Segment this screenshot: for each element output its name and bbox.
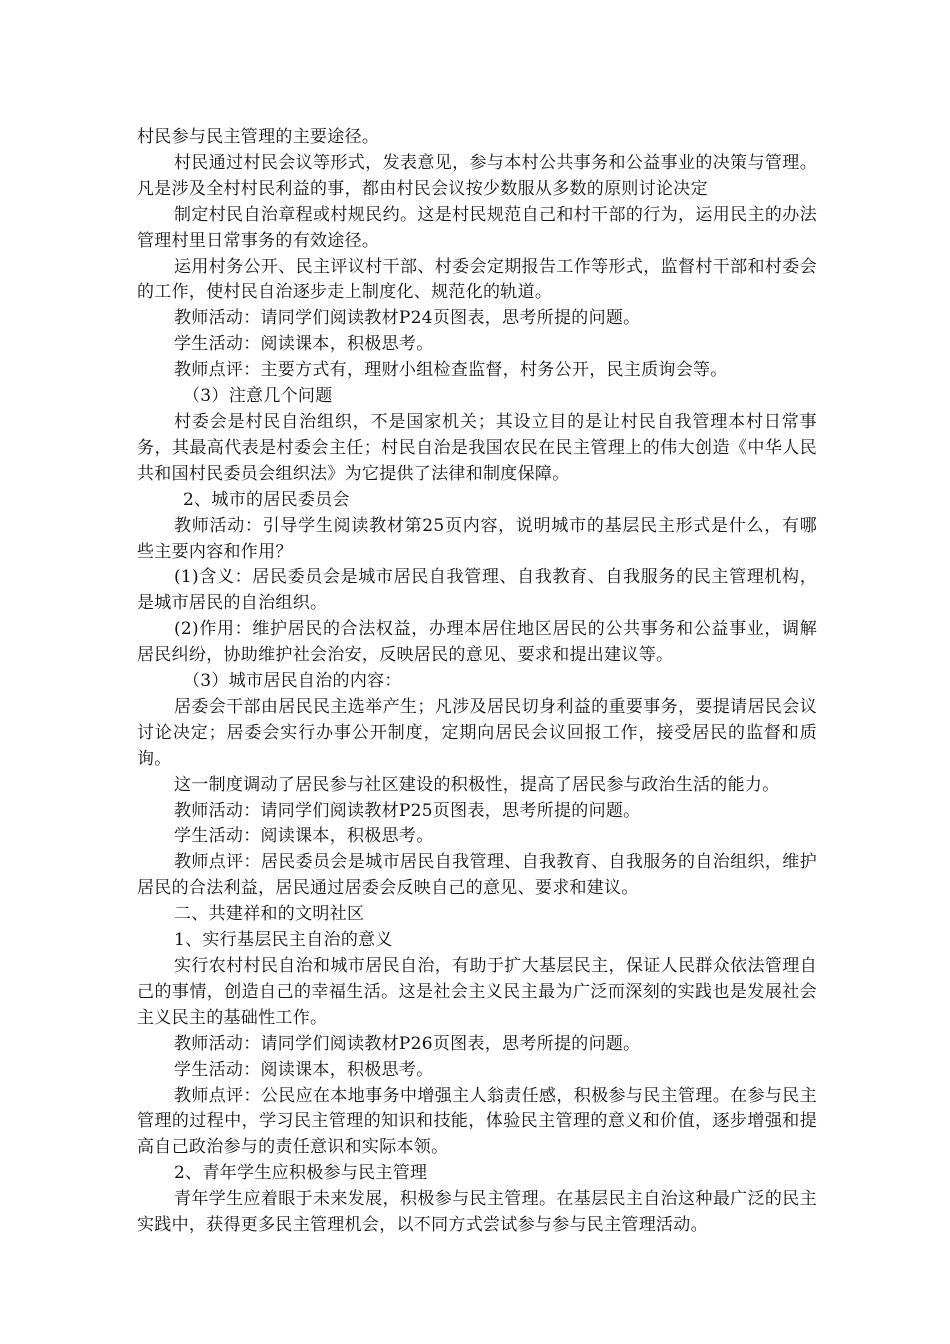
subheading: （3）注意几个问题 [183,386,333,407]
student-activity-text: 学生活动：阅读课本，积极思考。 [174,334,434,355]
teacher-comment-text: 教师点评：主要方式有，理财小组检查监督，村务公开，民主质询会等。 [174,360,728,381]
subheading: 2、城市的居民委员会 [183,489,350,510]
subheading: 2、青年学生应积极参与民主管理 [174,1163,428,1184]
teacher-activity-text: 教师活动：引导学生阅读教材第25页内容，说明城市的基层民主形式是什么，有哪些主要内容和作用？ [137,515,817,562]
paragraph: (2)作用：维护居民的合法权益，办理本居住地区居民的公共事务和公益事业，调解居民纠纷，协助维护社会治安，反映居民的意见、要求和提出建议等。 [137,619,817,666]
paragraph: 这一制度调动了居民参与社区建设的积极性，提高了居民参与政治生活的能力。 [174,774,780,795]
student-activity-text: 学生活动：阅读课本，积极思考。 [174,1059,434,1080]
paragraph: 村民参与民主管理的主要途径。 [137,127,380,147]
section-heading: 二、共建祥和的文明社区 [174,904,365,925]
teacher-activity-text: 教师活动：请同学们阅读教材P24页图表，思考所提的问题。 [174,308,641,329]
subheading: （3）城市居民自治的内容： [183,671,402,692]
document-body [137,125,817,1239]
subheading: 1、实行基层民主自治的意义 [174,930,393,951]
paragraph: 村委会是村民自治组织，不是国家机关；其设立目的是让村民自我管理本村日常事务，其最高代表是村委会主任；村民自治是我国农民在民主管理上的伟大创造《中华人民共和国村民委员会组织法》为它提供了法律和制度保障。 [137,411,817,484]
teacher-activity-text: 教师活动：请同学们阅读教材P26页图表，思考所提的问题。 [174,1033,641,1054]
paragraph: 制定村民自治章程或村规民约。这是村民规范自己和村干部的行为，运用民主的办法管理村里日常事务的有效途径。 [137,204,817,251]
teacher-comment-text: 教师点评：公民应在本地事务中增强主人翁责任感，积极参与民主管理。在参与民主管理的过程中，学习民主管理的知识和技能，体验民主管理的意义和价值，逐步增强和提高自己政治参与的责任意识和实际本领。 [137,1085,817,1158]
teacher-comment-text: 教师点评：居民委员会是城市居民自我管理、自我教育、自我服务的自治组织，维护居民的合法利益，居民通过居委会反映自己的意见、要求和建议。 [137,852,817,899]
paragraph: 青年学生应着眼于未来发展，积极参与民主管理。在基层民主自治这种最广泛的民主实践中，获得更多民主管理机会，以不同方式尝试参与参与民主管理活动。 [137,1189,817,1236]
paragraph: 居委会干部由居民民主选举产生；凡涉及居民切身利益的重要事务，要提请居民会议讨论决定；居委会实行办事公开制度，定期向居民会议回报工作，接受居民的监督和质询。 [137,696,817,769]
paragraph: 运用村务公开、民主评议村干部、村委会定期报告工作等形式，监督村干部和村委会的工作，使村民自治逐步走上制度化、规范化的轨道。 [137,256,817,303]
paragraph: 村民通过村民会议等形式，发表意见，参与本村公共事务和公益事业的决策与管理。凡是涉及全村村民利益的事，都由村民会议按少数服从多数的原则讨论决定 [137,152,817,199]
paragraph: 实行农村村民自治和城市居民自治，有助于扩大基层民主，保证人民群众依法管理自己的事情，创造自己的幸福生活。这是社会主义民主最为广泛而深刻的实践也是发展社会主义民主的基础性工作。 [137,956,817,1028]
student-activity-text: 学生活动：阅读课本，积极思考。 [174,826,434,847]
teacher-activity-text: 教师活动：请同学们阅读教材P25页图表，思考所提的问题。 [174,800,641,821]
paragraph: (1)含义：居民委员会是城市居民自我管理、自我教育、自我服务的民主管理机构，是城市居民的自治组织。 [137,567,817,614]
